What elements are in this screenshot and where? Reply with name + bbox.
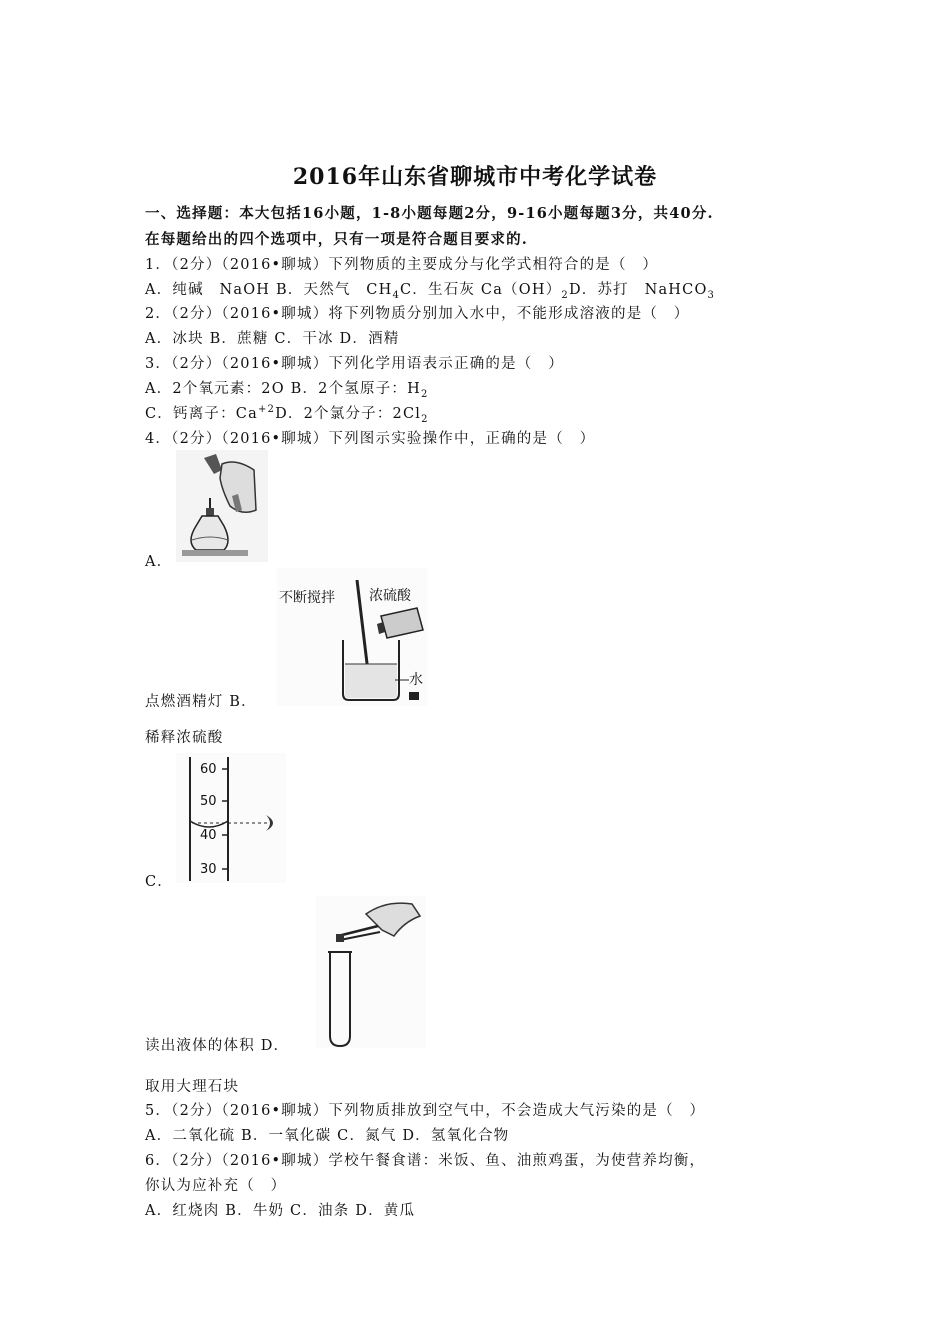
q1-option-c-sub: 2 [561,289,569,301]
q3-option-c-sup: +2 [257,404,276,416]
q4-option-c-label: C． [145,874,173,890]
q3-options-ab [145,377,429,400]
q4-option-a-label: A． [145,554,173,570]
q4-stem: 4．（2分）（2016•聊城）下列图示实验操作中，正确的是（ ） [145,431,596,447]
q4-option-c-caption: 读出液体的体积 D． [145,1038,290,1054]
q1-option-ab: A．纯碱 NaOH B．天然气 CH [145,282,393,298]
q3-options-cd [145,402,429,425]
q3-option-d-sub: 2 [421,413,429,425]
q1-option-d-sub: 3 [707,289,716,301]
q1-option-b-sub: 4 [392,289,401,301]
q2-stem: 2．（2分）（2016•聊城）将下列物质分别加入水中，不能形成溶液的是（ ） [145,306,690,322]
q1-options [145,278,715,301]
q4-figure-d [316,896,426,1048]
q6-options: A．红烧肉 B．牛奶 C．油条 D．黄瓜 [145,1203,416,1219]
q6-stem-line1: 6．（2分）（2016•聊城）学校午餐食谱：米饭、鱼、油煎鸡蛋，为使营养均衡， [145,1153,706,1169]
q5-options: A．二氧化硫 B．一氧化碳 C．氮气 D．氢氧化合物 [145,1128,510,1144]
q3-stem: 3．（2分）（2016•聊城）下列化学用语表示正确的是（ ） [145,356,564,372]
q6-stem-line2: 你认为应补充（ ） [145,1178,287,1194]
q3-option-b-sub: 2 [420,388,429,400]
q5-stem: 5．（2分）（2016•聊城）下列物质排放到空气中，不会造成大气污染的是（ ） [145,1103,706,1119]
q1-option-d: D．苏打 NaHCO [568,282,708,298]
q4-option-d-caption: 取用大理石块 [145,1079,240,1095]
q3-option-ab-text: A．2个氧元素：2O B．2个氢原子：H [145,381,421,397]
q4-option-b-caption: 稀释浓硫酸 [145,730,224,746]
page-title: 2016年山东省聊城市中考化学试卷 [292,164,658,190]
q4-option-a-caption: 点燃酒精灯 B． [145,694,257,710]
section-instruction: 在每题给出的四个选项中，只有一项是符合题目要求的. [145,231,529,248]
q4-c-tick-30: 30 [200,862,217,877]
q4-b-acid-label: 浓硫酸 [369,588,411,604]
q4-b-stir-label: 不断搅拌 [279,590,335,606]
q2-options: A．冰块 B．蔗糖 C．干冰 D．酒精 [145,331,400,347]
q4-b-water-label: 水 [409,672,423,688]
q3-option-d-text: D．2个氯分子：2Cl [275,406,422,422]
q4-figure-a [176,450,268,562]
q4-c-tick-50: 50 [200,794,217,809]
q1-option-c: C．生石灰 Ca（OH） [400,282,562,298]
q4-figure-b [277,568,427,706]
q4-c-tick-60: 60 [200,762,217,777]
q1-stem: 1．（2分）（2016•聊城）下列物质的主要成分与化学式相符合的是（ ） [145,257,659,273]
q4-figure-c [176,753,286,883]
q4-c-tick-40: 40 [200,828,217,843]
section-heading: 一、选择题：本大包括16小题，1-8小题每题2分，9-16小题每题3分，共40分. [145,205,714,222]
q3-option-c-text: C．钙离子：Ca [145,406,258,422]
